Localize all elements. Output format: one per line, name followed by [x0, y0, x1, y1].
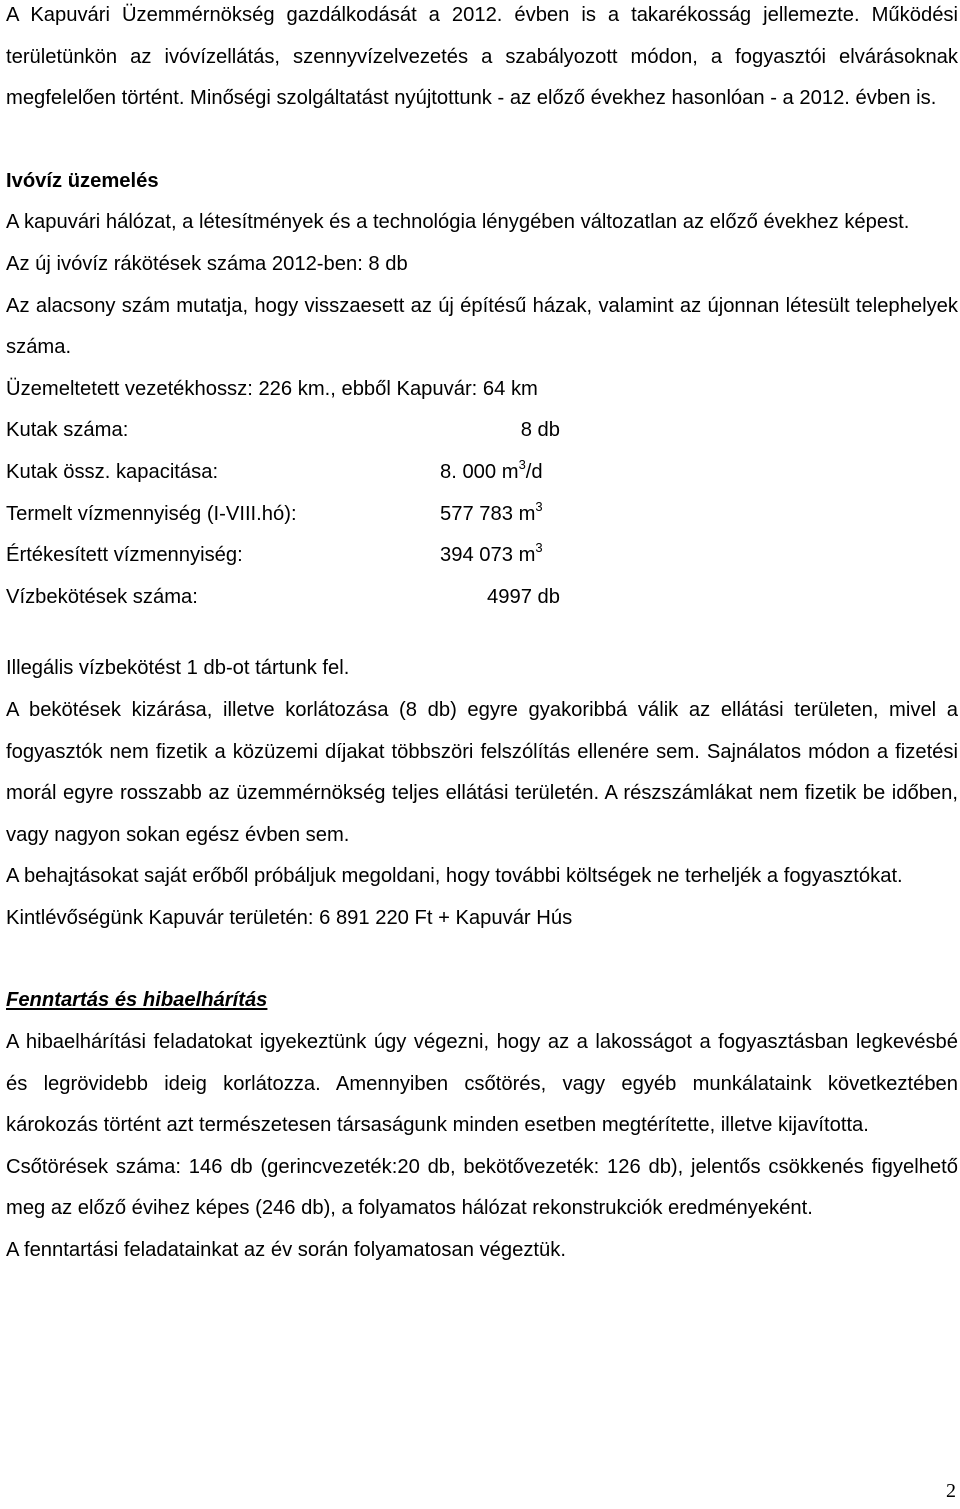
- ivoviz-paragraph-connections: Az új ivóvíz rákötések száma 2012-ben: 8 db: [6, 252, 408, 275]
- ivoviz-paragraph-receivables: Kintlévőségünk Kapuvár területén: 6 891 220 Ft + Kapuvár Hús: [6, 906, 573, 929]
- stat-superscript: 3: [535, 540, 543, 556]
- stat-value: 4997 db: [487, 585, 560, 608]
- stat-label: Vízbekötések száma:: [6, 585, 198, 608]
- stat-label: Kutak száma:: [6, 419, 129, 442]
- stat-superscript: 3: [518, 457, 526, 473]
- fenntartas-paragraph-repairs: A hibaelhárítási feladatokat igyekeztünk úgy végezni, hogy az a lakosságot a fogyasztásban legkevésbé és legrövidebb ideig korlátozza. Amennyiben csőtörés, vagy egyéb munkálataink következtében károkozás történt azt természetesen társaságunk minden esetben megtérítette, illetve kijavította.: [6, 1031, 958, 1137]
- ivoviz-paragraph-restrictions: A bekötések kizárása, illetve korlátozása (8 db) egyre gyakoribbá válik az ellátási területen, mivel a fogyasztók nem fizetik a közüzemi díjakat többszöri felszólítás ellenére sem. Sajnálatos módon a fizetési morál egyre rosszabb az üzemmérnökség teljes ellátási területén. A részszámlákat nem fizetik be időben, vagy nagyon sokan egész évben sem.: [6, 698, 958, 846]
- ivoviz-paragraph-network: A kapuvári hálózat, a létesítmények és a technológia lénygében változatlan az előző évekhez képest.: [6, 211, 910, 234]
- ivoviz-paragraph-collection: A behajtásokat saját erőből próbáljuk megoldani, hogy további költségek ne terheljék a fogyasztókat.: [6, 865, 903, 888]
- stat-number: 8. 000 m: [440, 460, 519, 483]
- document-page: [6, 0, 958, 1272]
- stat-row-capacity: [6, 452, 958, 494]
- stat-value: [440, 494, 543, 536]
- stat-label: Termelt vízmennyiség (I-VIII.hó):: [6, 502, 297, 525]
- stat-number: 394 073 m: [440, 544, 536, 567]
- section-heading-fenntartas: Fenntartás és hibaelhárítás: [6, 989, 268, 1012]
- stat-row-produced: [6, 494, 958, 536]
- stat-value: [440, 535, 543, 577]
- ivoviz-paragraph-illegal: Illegális vízbekötést 1 db-ot tártunk fel.: [6, 657, 350, 680]
- stat-row-sold: [6, 535, 958, 577]
- intro-paragraph: A Kapuvári Üzemmérnökség gazdálkodását a 2012. évben is a takarékosság jellemezte. Működési területünkön az ivóvízellátás, szennyvízelvezetés a szabályozott módon, a fogyasztói elvárásoknak megfelelően történt. Minőségi szolgáltatást nyújtottunk - az előző évekhez hasonlóan - a 2012. évben is.: [6, 4, 958, 110]
- fenntartas-paragraph-maintenance: A fenntartási feladatainkat az év során folyamatosan végeztük.: [6, 1239, 566, 1262]
- stat-value: [440, 452, 543, 494]
- fenntartas-paragraph-pipe-breaks: Csőtörések száma: 146 db (gerincvezeték:20 db, bekötővezeték: 126 db), jelentős csökkenés figyelhető meg az előző évihez képes (246 db), a folyamatos hálózat rekonstrukciók eredményeként.: [6, 1155, 958, 1220]
- section-heading-ivoviz: Ivóvíz üzemelés: [6, 169, 159, 192]
- stat-superscript: 3: [535, 498, 543, 514]
- stat-value: 8 db: [520, 419, 560, 442]
- page-number: 2: [946, 1480, 956, 1502]
- stat-label: Kutak össz. kapacitása:: [6, 460, 219, 483]
- stats-table: [6, 410, 958, 618]
- stat-number: 577 783 m: [440, 502, 536, 525]
- ivoviz-paragraph-low-number: Az alacsony szám mutatja, hogy visszaesett az új építésű házak, valamint az újonnan létesült telephelyek száma.: [6, 294, 958, 359]
- stat-unit: /d: [525, 460, 543, 483]
- stat-row-wells: [6, 410, 958, 452]
- ivoviz-paragraph-pipe-length: Üzemeltetett vezetékhossz: 226 km., ebből Kapuvár: 64 km: [6, 377, 538, 400]
- stat-label: Értékesített vízmennyiség:: [6, 544, 243, 567]
- stat-row-connections: [6, 577, 958, 619]
